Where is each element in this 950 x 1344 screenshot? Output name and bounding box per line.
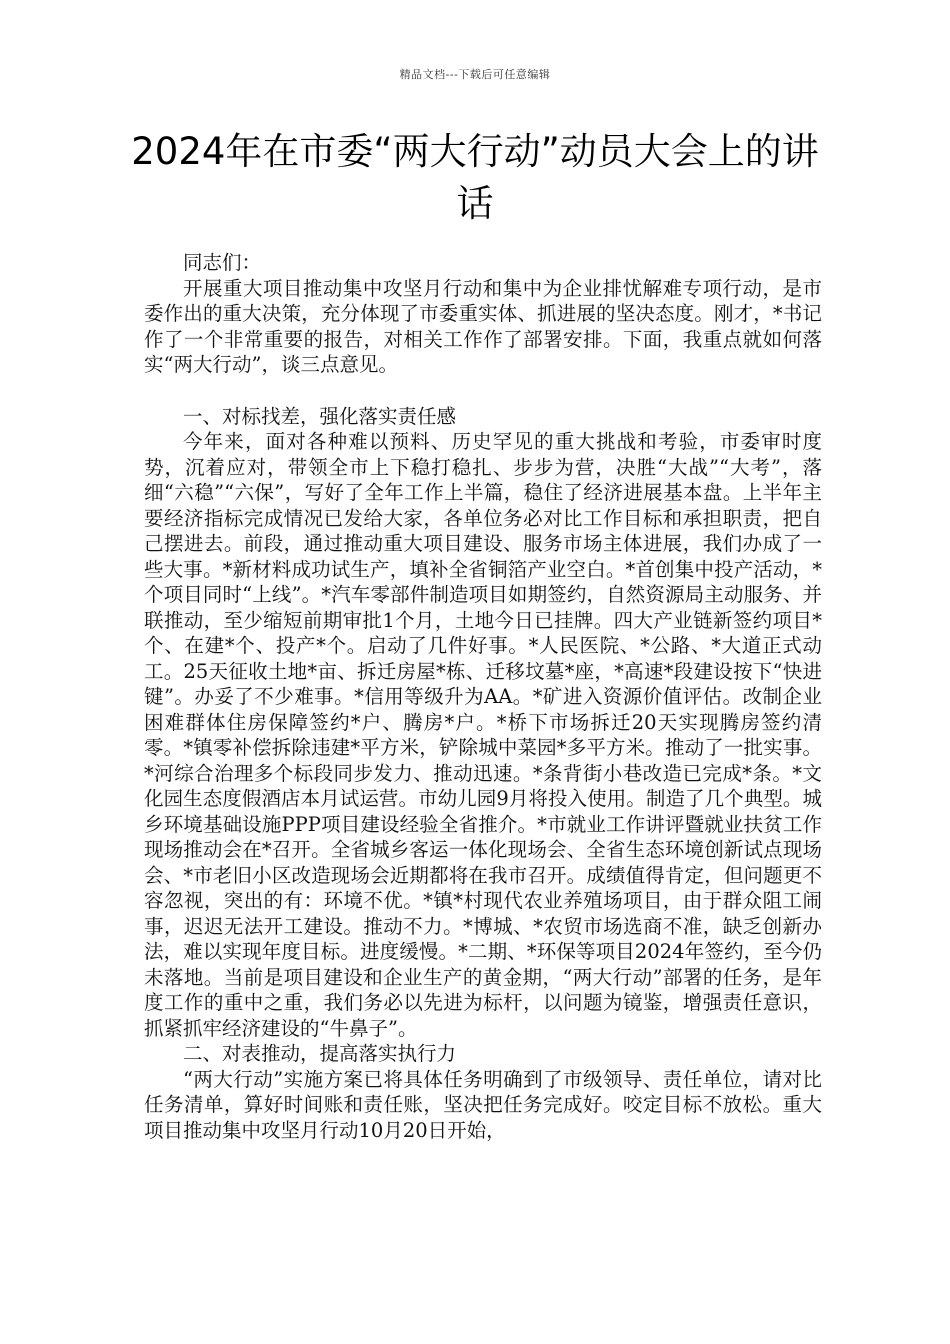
paragraph-section-1: 今年来，面对各种难以预料、历史罕见的重大挑战和考验，市委审时度势，沉着应对，带领全市上下稳打稳扎、步步为营，决胜“大战”“大考”，落细“六稳”“六保”，写好了全年工作上半篇，稳住了经济进展基本盘。上半年主要经济指标完成情况已发给大家，各单位务必对比工作目标和承担职责，把自己摆进去。前段，通过推动重大项目建设、服务市场主体进展，我们办成了一些大事。*新材料成功试生产，填补全省铜箔产业空白。*首创集中投产活动，*个项目同时“上线”。*汽车零部件制造项目如期签约，自然资源局主动服务、并联推动，至少缩短前期审批1个月，土地今日已挂牌。四大产业链新签约项目*个、在建*个、投产*个。启动了几件好事。*人民医院、*公路、*大道正式动工。25天征收土地*亩、拆迁房屋*栋、迁移坟墓*座，*高速*段建设按下“快进键”。办妥了不少难事。*信用等级升为AA。*矿进入资源价值评估。改制企业困难群体住房保障签约*户、腾房*户。*桥下市场拆迁20天实现腾房签约清零。*镇零补偿拆除违建*平方米，铲除城中菜园*多平方米。推动了一批实事。*河综合治理多个标段同步发力、推动迅速。*条背街小巷改造已完成*条。*文化园生态度假酒店本月试运营。市幼儿园9月将投入使用。制造了几个典型。城乡环境基础设施PPP项目建设经验全省推介。*市就业工作讲评暨就业扶贫工作现场推动会在*召开。全省城乡客运一体化现场会、全省生态环境创新试点现场会、*市老旧小区改造现场会近期都将在我市召开。成绩值得肯定，但问题更不容忽视，突出的有：环境不优。*镇*村现代农业养殖场项目，由于群众阻工闹事，迟迟无法开工建设。推动不力。*博城、*农贸市场选商不准，缺乏创新办法，难以实现年度目标。进度缓慢。*二期、*环保等项目2024年签约，至今仍未落地。当前是项目建设和企业生产的黄金期，“两大行动”部署的任务，是年度工作的重中之重，我们务必以先进为标杆，以问题为镜鉴，增强责任意识，抓紧抓牢经济建设的“牛鼻子”。: [144, 430, 822, 1040]
paragraph-section-2: “两大行动”实施方案已将具体任务明确到了市级领导、责任单位，请对比任务清单，算好时间账和责任账，坚决把任务完成好。咬定目标不放松。重大项目推动集中攻坚月行动10月20日开始，: [144, 1067, 822, 1142]
page-title: 2024年在市委“两大行动”动员大会上的讲话: [131, 130, 819, 225]
document-body: [144, 250, 822, 1143]
section-heading-2: 二、对表推动，提高落实执行力: [183, 1042, 457, 1065]
section-heading-1: 一、对标找差，强化落实责任感: [183, 404, 457, 428]
header-note: 精品文档---下载后可任意编辑: [399, 68, 551, 81]
salutation: 同志们：: [183, 251, 262, 274]
paragraph-intro: 开展重大项目推动集中攻坚月行动和集中为企业排忧解难专项行动，是市委作出的重大决策，充分体现了市委重实体、抓进展的坚决态度。刚才，*书记作了一个非常重要的报告，对相关工作作了部署安排。下面，我重点就如何落实“两大行动”，谈三点意见。: [144, 276, 822, 376]
